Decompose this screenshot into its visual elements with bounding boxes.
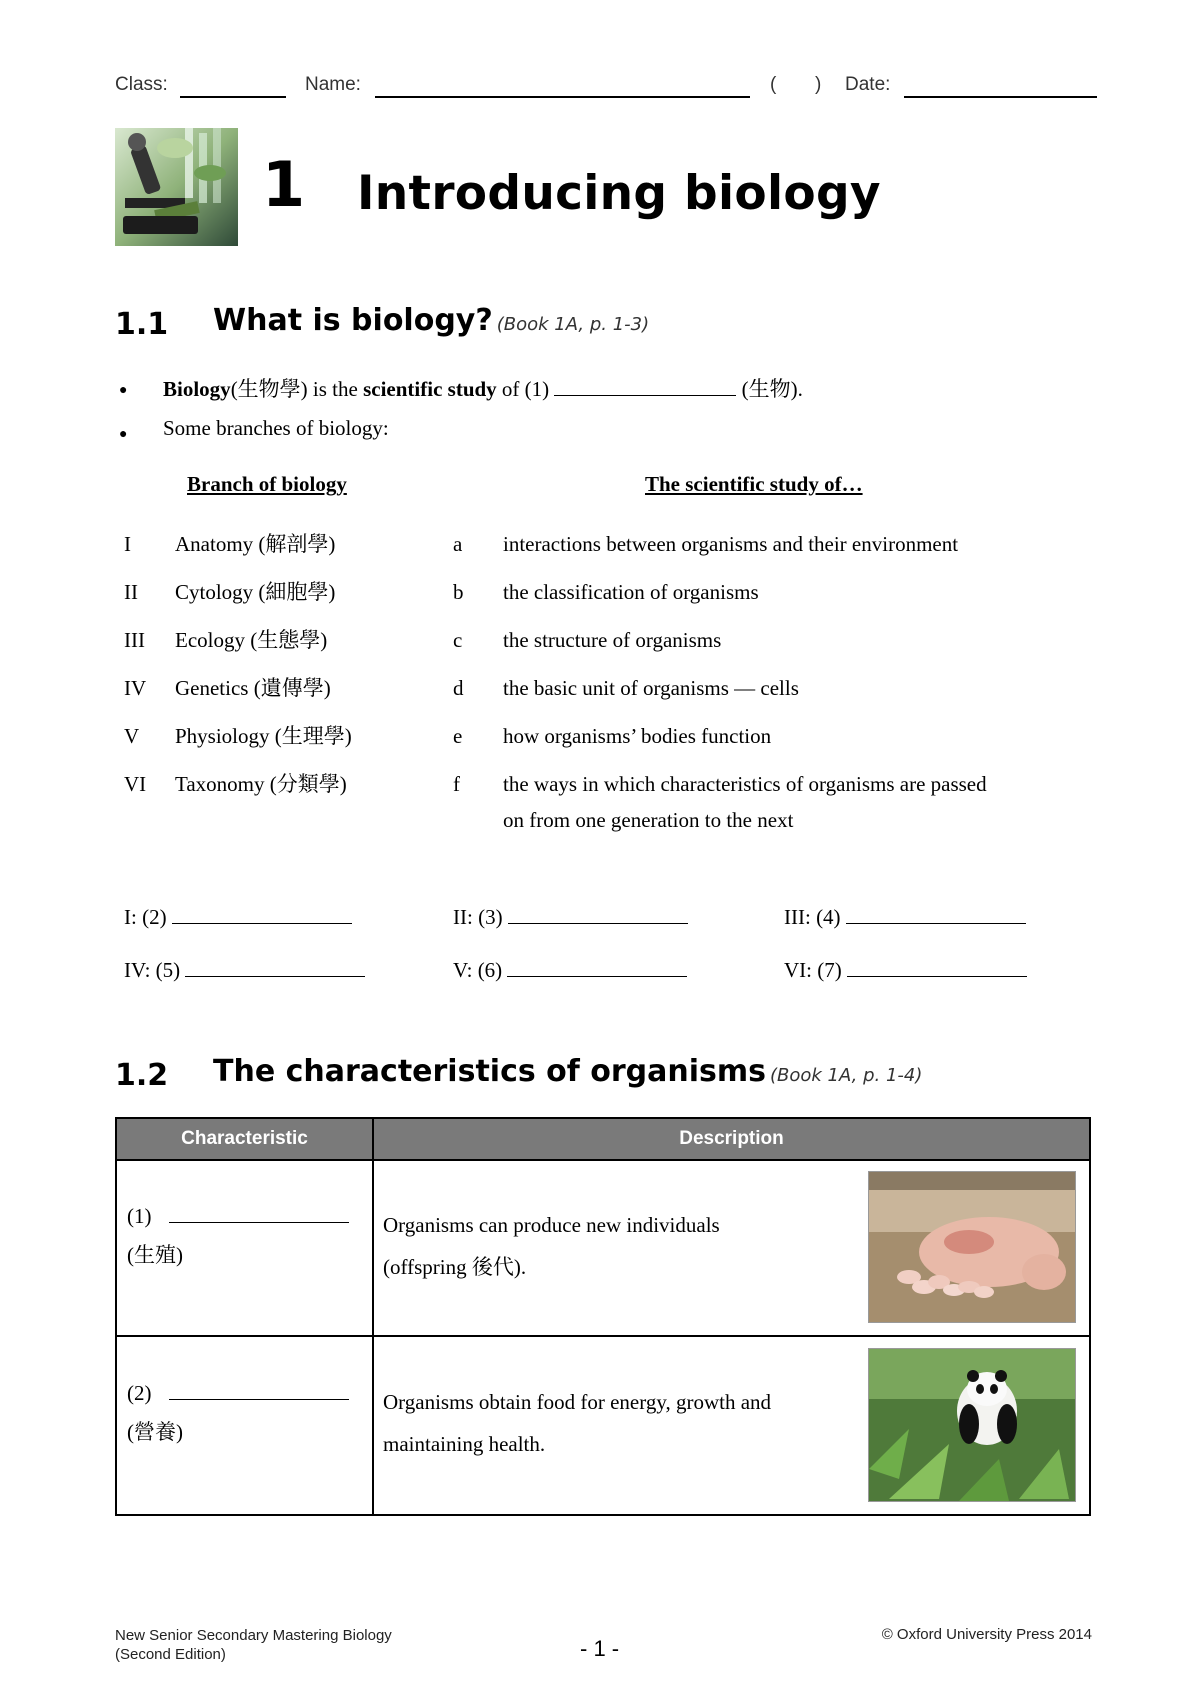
- answer-label: III: (4): [784, 905, 841, 929]
- branch-numeral: II: [124, 580, 138, 604]
- characteristic-number: (2): [127, 1381, 152, 1405]
- branch-name: Cytology (細胞學): [175, 580, 336, 604]
- study-row: [453, 760, 1093, 808]
- photo-sow-with-piglets: [868, 1171, 1076, 1323]
- description-cell: [383, 1204, 720, 1288]
- study-letter: f: [453, 772, 460, 796]
- answer-blank-3[interactable]: [508, 905, 688, 924]
- study-text: the ways in which characteristics of organisms are passed: [503, 772, 987, 796]
- answer-item: [784, 958, 1027, 983]
- branch-numeral: III: [124, 628, 145, 652]
- answer-label: IV: (5): [124, 958, 181, 982]
- characteristic-zh: (營養): [127, 1420, 183, 1444]
- characteristic-number: (1): [127, 1204, 152, 1228]
- branch-numeral: V: [124, 724, 140, 748]
- organisms-zh: (生物).: [736, 377, 803, 401]
- table-row: [127, 1204, 349, 1269]
- header-characteristic: Characteristic: [181, 1128, 308, 1149]
- header-description: Description: [679, 1128, 784, 1149]
- description-line: (offspring 後代).: [383, 1255, 527, 1279]
- study-row: [453, 616, 1093, 664]
- answer-item: [784, 905, 1026, 930]
- footer-book-title: [115, 1626, 392, 1664]
- study-letter: d: [453, 676, 464, 700]
- section-2-title: The characteristics of organisms: [213, 1054, 766, 1089]
- study-row: [453, 712, 1093, 760]
- study-letter: c: [453, 628, 463, 652]
- answer-item: [124, 958, 365, 983]
- answer-item: [124, 905, 352, 930]
- study-text: on from one generation to the next: [503, 808, 794, 832]
- footer-copyright: © Oxford University Press 2014: [881, 1626, 1092, 1643]
- footer-book-line-1: New Senior Secondary Mastering Biology: [115, 1627, 392, 1644]
- table-header: [117, 1119, 1089, 1159]
- section-1-number: 1.1: [115, 307, 169, 342]
- section-2-book-ref: (Book 1A, p. 1-4): [770, 1065, 923, 1086]
- characteristic-blank-1[interactable]: [169, 1204, 349, 1223]
- branch-numeral: IV: [124, 676, 147, 700]
- class-number-open: (: [770, 74, 777, 95]
- study-letter: e: [453, 724, 463, 748]
- answer-label: I: (2): [124, 905, 167, 929]
- chapter-image-microscope: [115, 128, 238, 246]
- bullet-icon: ●: [119, 383, 128, 398]
- worksheet-header: [115, 74, 1100, 104]
- section-2-number: 1.2: [115, 1058, 169, 1093]
- section-1-title: What is biology?: [213, 303, 493, 338]
- answer-label: II: (3): [453, 905, 503, 929]
- branch-name: Anatomy (解剖學): [175, 532, 336, 556]
- study-column-header: The scientific study of…: [645, 472, 863, 496]
- photo-panda-eating-bamboo: [868, 1348, 1076, 1502]
- class-field[interactable]: [180, 96, 286, 98]
- characteristic-zh: (生殖): [127, 1243, 183, 1267]
- study-text: the basic unit of organisms — cells: [503, 676, 799, 700]
- characteristic-blank-2[interactable]: [169, 1381, 349, 1400]
- characteristics-table: [115, 1117, 1091, 1516]
- branch-name: Genetics (遺傳學): [175, 676, 331, 700]
- class-label: Class:: [115, 74, 168, 95]
- description-line: Organisms obtain food for energy, growth and: [383, 1390, 772, 1414]
- answer-blank-7[interactable]: [847, 958, 1027, 977]
- study-text: how organisms’ bodies function: [503, 724, 772, 748]
- chapter-title: Introducing biology: [357, 166, 881, 221]
- answer-label: VI: (7): [784, 958, 842, 982]
- answer-label: V: (6): [453, 958, 503, 982]
- term-scientific-study: scientific study: [363, 377, 497, 401]
- answer-item: [453, 958, 687, 983]
- bullet-icon: ●: [119, 427, 128, 442]
- bullet-biology-definition: [163, 373, 803, 403]
- bullet-branches-intro: Some branches of biology:: [163, 416, 389, 440]
- footer-book-line-2: (Second Edition): [115, 1646, 226, 1663]
- branch-name: Taxonomy (分類學): [175, 772, 347, 796]
- class-number-close: ): [815, 74, 822, 95]
- name-label: Name:: [305, 74, 361, 95]
- answer-blank-1[interactable]: [554, 377, 736, 396]
- study-row: [453, 520, 1093, 568]
- answer-blank-5[interactable]: [185, 958, 365, 977]
- branch-name: Physiology (生理學): [175, 724, 352, 748]
- study-row: [453, 664, 1093, 712]
- answer-blank-6[interactable]: [507, 958, 687, 977]
- study-row-continued: [453, 802, 1093, 838]
- study-text: the structure of organisms: [503, 628, 722, 652]
- name-field[interactable]: [375, 96, 750, 98]
- branch-numeral: VI: [124, 772, 147, 796]
- description-line: Organisms can produce new individuals: [383, 1213, 720, 1237]
- study-letter: a: [453, 532, 463, 556]
- term-biology: Biology: [163, 377, 231, 401]
- date-field[interactable]: [904, 96, 1097, 98]
- date-label: Date:: [845, 74, 891, 95]
- answer-item: [453, 905, 688, 930]
- answer-blank-2[interactable]: [172, 905, 352, 924]
- answer-blank-4[interactable]: [846, 905, 1026, 924]
- description-line: maintaining health.: [383, 1432, 546, 1456]
- study-text: the classification of organisms: [503, 580, 759, 604]
- blank-1-prefix: of (1): [496, 377, 555, 401]
- study-row: [453, 568, 1093, 616]
- description-cell: [383, 1381, 771, 1465]
- study-letter: b: [453, 580, 464, 604]
- section-1-book-ref: (Book 1A, p. 1-3): [496, 314, 650, 335]
- biology-zh: (生物學) is the: [230, 377, 364, 401]
- table-row: [127, 1381, 349, 1446]
- chapter-number: 1: [262, 148, 306, 221]
- branch-numeral: I: [124, 532, 131, 556]
- page-number: - 1 -: [580, 1636, 620, 1661]
- branch-column-header: Branch of biology: [187, 472, 347, 496]
- branch-name: Ecology (生態學): [175, 628, 328, 652]
- study-text: interactions between organisms and their environment: [503, 532, 959, 556]
- study-list: [453, 520, 1093, 838]
